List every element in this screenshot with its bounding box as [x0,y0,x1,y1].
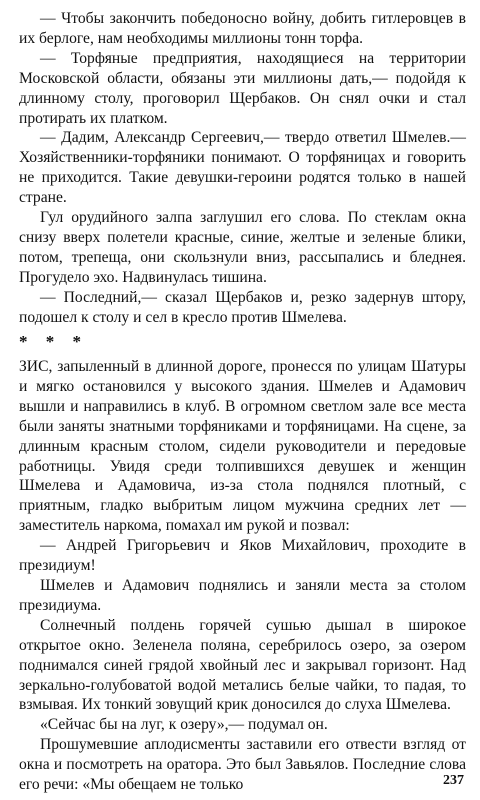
paragraph: «Сейчас бы на луг, к озеру»,— подумал он. [40,716,328,734]
paragraph: — Чтобы закончить победоносно войну, добить гитлеровцев в их берлоге, нам необходимы миллионы тонн торфа. [19,10,466,47]
paragraph: — Торфяные предприятия, находящиеся на территории Московской области, обязаны эти миллионы дать,— подойдя к длинному столу, проговорил Щербаков. Он снял очки и стал протирать их платком. [19,49,466,127]
paragraph: — Последний,— сказал Щербаков и, резко задернув штору, подошел к столу и сел в кресло против Шмелева. [19,288,466,326]
section-two [19,357,466,795]
paragraph: Гул орудийного залпа заглушил его слова. По стеклам окна снизу вверх полетели красные, синие, желтые и зеленые блики, потом, трепеща, они скользнули вниз, рассыпались и бледнея. Прогудело эхо. Надвинулась тишина. [19,209,466,286]
paragraph: Шмелев и Адамович поднялись и заняли места за столом президиума. [19,576,466,614]
section-one [19,9,466,328]
paragraph: ЗИС, запыленный в длинной дороге, пронесся по улицам Шатуры и мягко остановился у высокого здания. Шмелев и Адамович вышли и направились в клуб. В огромном светлом зале все места были заняты знатными торфяниками и торфяницами. На сцене, за длинным красным столом, сидели руководители и передовые работницы. Увидя среди толпившихся девушек и женщин Шмелева и Адамовича, из-за стола поднялся плотный, с приятным, гладко выбритым лицом мужчина средних лет — заместитель наркома, помахал им рукой и позвал: [19,358,466,535]
paragraph: — Дадим, Александр Сергеевич,— твердо ответил Шмелев.— Хозяйственники-торфяники понимают. О торфяницах и говорить не приходится. Такие девушки-героини родятся только в нашей стране. [19,129,466,207]
paragraph: Солнечный полдень горячей сушью дышал в широкое открытое окно. Зеленела поляна, серебрилось озеро, за озером поднимался синей грядой хвойный лес и закрывал горизонт. Над зеркально-голубоватой водой метались белые чайки, то падая, то взмывая. Их тонкий зовущий крик доносился до слуха Шмелева. [19,616,466,714]
page-number: 237 [443,773,464,788]
paragraph: Прошумевшие аплодисменты заставили его отвести взгляд от окна и посмотреть на оратора. Это был Завьялов. Последние слова его речи: «Мы обещаем не только [19,736,466,794]
paragraph: — Андрей Григорьевич и Яков Михайлович, проходите в президиум! [19,537,466,575]
section-separator: * * * [19,332,88,351]
